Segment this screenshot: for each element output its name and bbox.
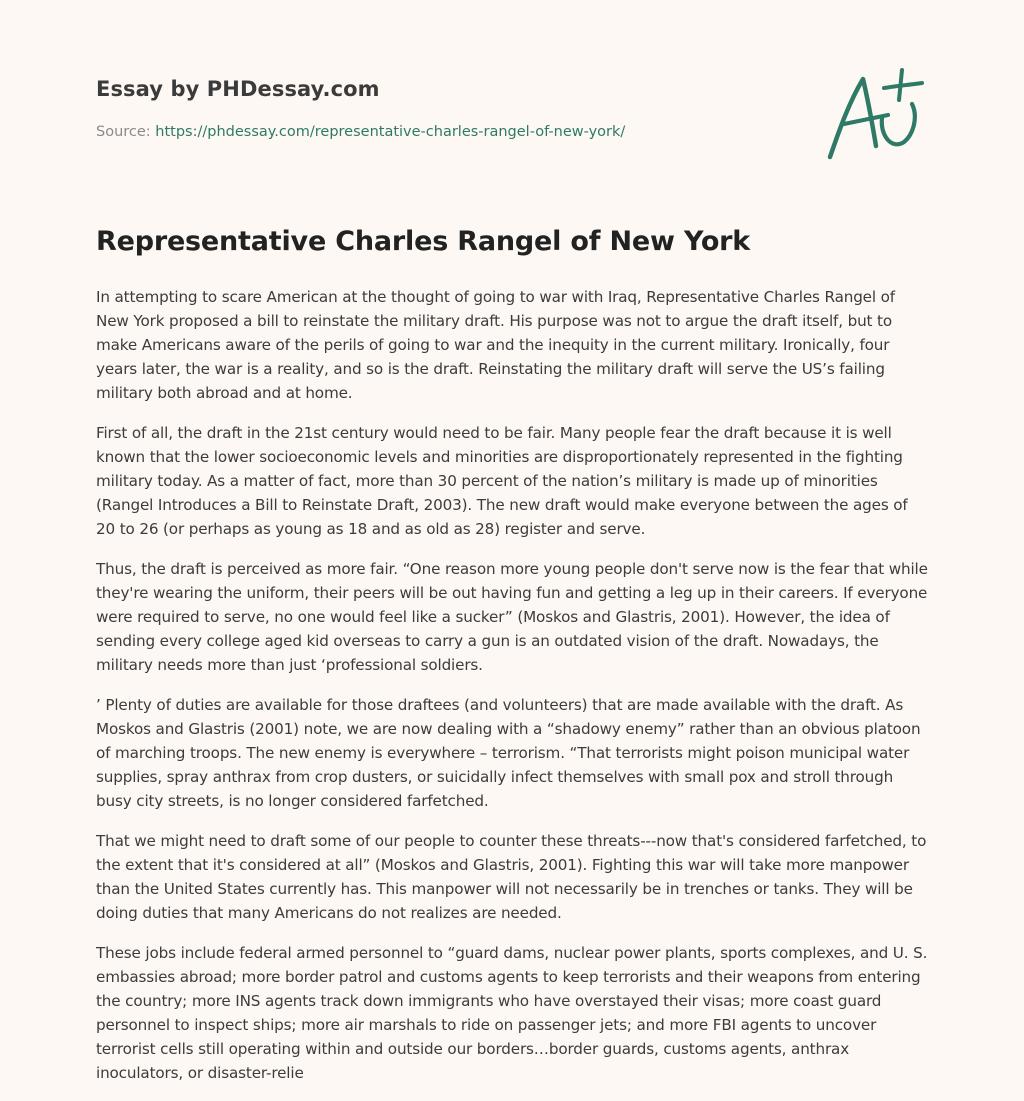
paragraph: That we might need to draft some of our people to counter these threats---now that's considered farfetched, to the extent that it's considered at all” (Moskos and Glastris, 2001). Fighting this war will take more manpower than the United States currently has. This manpower will not necessarily be in trenches or tanks. They will be doing duties that many Americans do not realizes are needed. bbox=[96, 832, 927, 922]
paragraph: These jobs include federal armed personnel to “guard dams, nuclear power plants, sports complexes, and U. S. embassies abroad; more border patrol and customs agents to keep terrorists and their weapons from entering the country; more INS agents track down immigrants who have overstayed their visas; more coast guard personnel to inspect ships; more air marshals to ride on passenger jets; and more FBI agents to uncover terrorist cells still operating within and outside our borders…border guards, customs agents, anthrax inoculators, or disaster-relie bbox=[96, 944, 928, 1082]
site-brand: Essay by PHDessay.com bbox=[96, 77, 380, 101]
paragraph: In attempting to scare American at the thought of going to war with Iraq, Representative Charles Rangel of New York proposed a bill to reinstate the military draft. His purpose was not to argue the draft itself, but to make Americans aware of the perils of going to war and the inequity in the current military. Ironically, four years later, the war is a reality, and so is the draft. Reinstating the military draft will serve the US’s failing military both abroad and at home. bbox=[96, 288, 895, 402]
article-body bbox=[96, 285, 928, 1101]
a-plus-logo-icon bbox=[824, 66, 928, 166]
paragraph: ’ Plenty of duties are available for those draftees (and volunteers) that are made available with the draft. As Moskos and Glastris (2001) note, we are now dealing with a “shadowy enemy” rather than an obvious platoon of marching troops. The new enemy is everywhere – terrorism. “That terrorists might poison municipal water supplies, spray anthrax from crop dusters, or suicidally infect themselves with small pox and stroll through busy city streets, is no longer considered farfetched. bbox=[96, 696, 921, 810]
source-label: Source: bbox=[96, 124, 151, 140]
paragraph: First of all, the draft in the 21st century would need to be fair. Many people fear the draft because it is well known that the lower socioeconomic levels and minorities are disproportionately represented in the fighting military today. As a matter of fact, more than 30 percent of the nation’s military is made up of minorities (Rangel Introduces a Bill to Reinstate Draft, 2003). The new draft would make everyone between the ages of 20 to 26 (or perhaps as young as 18 and as old as 28) register and serve. bbox=[96, 424, 908, 538]
source-link[interactable]: https://phdessay.com/representative-charles-rangel-of-new-york/ bbox=[155, 124, 626, 140]
paragraph: Thus, the draft is perceived as more fair. “One reason more young people don't serve now is the fear that while they're wearing the uniform, their peers will be out having fun and getting a leg up in their careers. If everyone were required to serve, no one would feel like a sucker” (Moskos and Glastris, 2001). However, the idea of sending every college aged kid overseas to carry a gun is an outdated vision of the draft. Nowadays, the military needs more than just ‘professional soldiers. bbox=[96, 560, 928, 674]
source-line bbox=[96, 124, 625, 140]
page-title: Representative Charles Rangel of New York bbox=[96, 226, 751, 257]
